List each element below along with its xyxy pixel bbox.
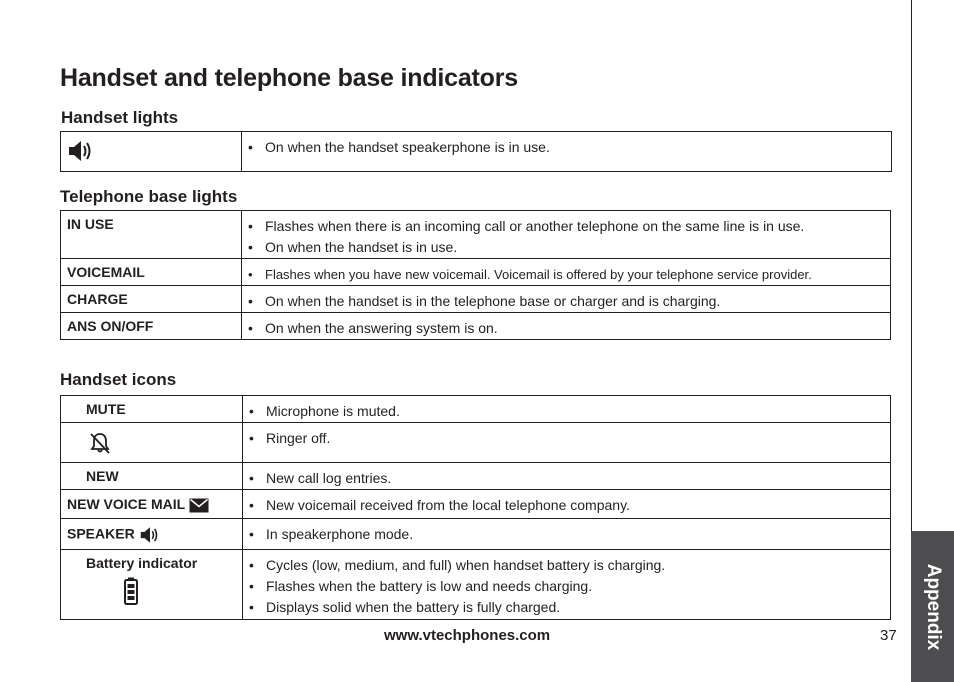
- new-voice-mail-label: NEW VOICE MAIL: [67, 496, 185, 512]
- description-cell: [243, 490, 891, 519]
- label-cell: [61, 550, 243, 620]
- label-cell: ANS ON/OFF: [61, 313, 242, 340]
- description-cell: [243, 396, 891, 423]
- list-item: • Displays solid when the battery is fully charged.: [249, 597, 890, 618]
- list-item: • On when the answering system is on.: [248, 318, 890, 339]
- list-item: • New call log entries.: [249, 468, 890, 489]
- table-row: [61, 423, 891, 463]
- table-row: [61, 132, 892, 172]
- label-cell: [61, 519, 243, 550]
- footer-url[interactable]: www.vtechphones.com: [384, 627, 551, 644]
- list-item: • Flashes when the battery is low and needs charging.: [249, 576, 890, 597]
- description-cell: [242, 313, 891, 340]
- battery-indicator-label: Battery indicator: [86, 555, 198, 571]
- table-row: [61, 463, 891, 490]
- list-item: • Cycles (low, medium, and full) when handset battery is charging.: [249, 555, 890, 576]
- table-row: [61, 550, 891, 620]
- list-item: • In speakerphone mode.: [249, 524, 890, 545]
- label-cell: VOICEMAIL: [61, 259, 242, 286]
- list-item: • On when the handset speakerphone is in use.: [248, 137, 891, 158]
- table-row: [61, 259, 891, 286]
- list-item: • On when the handset is in use.: [248, 237, 890, 258]
- list-item: • New voicemail received from the local telephone company.: [249, 495, 890, 516]
- page-title: Handset and telephone base indicators: [60, 64, 518, 92]
- handset-lights-heading: Handset lights: [61, 108, 179, 127]
- ringer-off-icon: [88, 434, 112, 450]
- battery-icon: [86, 571, 242, 605]
- appendix-tab[interactable]: [911, 531, 954, 682]
- speaker-icon: [139, 526, 161, 542]
- table-row: [61, 396, 891, 423]
- base-lights-table: [60, 210, 891, 340]
- list-item: • Flashes when you have new voicemail. Voicemail is offered by your telephone service provider.: [248, 264, 890, 285]
- icon-cell: [61, 132, 242, 172]
- description-cell: [243, 463, 891, 490]
- label-cell: IN USE: [61, 211, 242, 259]
- table-row: [61, 211, 891, 259]
- table-row: [61, 490, 891, 519]
- icon-cell: [61, 423, 243, 463]
- handset-lights-table: [60, 131, 892, 172]
- description-cell: [243, 519, 891, 550]
- label-cell: MUTE: [61, 396, 243, 423]
- description-cell: [242, 259, 891, 286]
- table-row: [61, 519, 891, 550]
- label-cell: [61, 490, 243, 519]
- appendix-tab-label: Appendix: [922, 563, 944, 650]
- list-item: • Microphone is muted.: [249, 401, 890, 422]
- description-cell: [243, 550, 891, 620]
- speaker-label: SPEAKER: [67, 525, 135, 542]
- handset-icons-heading: Handset icons: [60, 370, 177, 389]
- description-cell: [242, 286, 891, 313]
- page-number: 37: [880, 627, 897, 644]
- list-item: • Flashes when there is an incoming call or another telephone on the same line is in use.: [248, 216, 890, 237]
- envelope-icon: [189, 496, 209, 512]
- description-cell: [242, 211, 891, 259]
- table-row: [61, 313, 891, 340]
- list-item: • On when the handset is in the telephone base or charger and is charging.: [248, 291, 890, 312]
- handset-icons-table: [60, 395, 891, 620]
- table-row: [61, 286, 891, 313]
- base-lights-heading: Telephone base lights: [60, 187, 238, 206]
- label-cell: CHARGE: [61, 286, 242, 313]
- speaker-icon: [67, 142, 95, 158]
- description-cell: [242, 132, 892, 172]
- list-item: • Ringer off.: [249, 428, 890, 449]
- label-cell: NEW: [61, 463, 243, 490]
- description-cell: [243, 423, 891, 463]
